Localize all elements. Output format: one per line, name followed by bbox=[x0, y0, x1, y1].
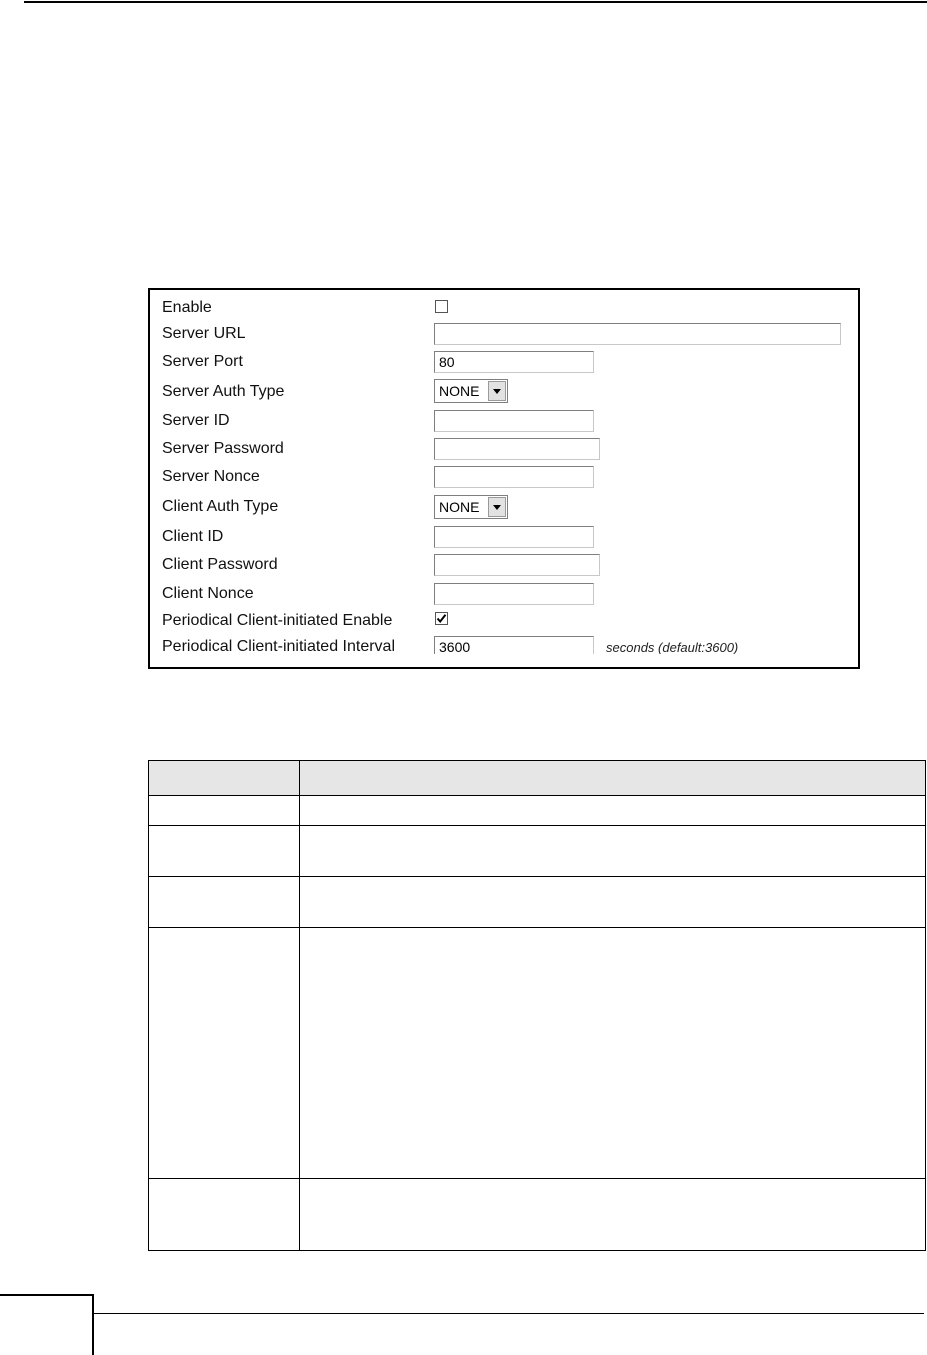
table-cell bbox=[300, 877, 926, 928]
client-auth-type-value: NONE bbox=[439, 499, 480, 515]
interval-row-clip bbox=[150, 290, 858, 654]
enable-label: Enable bbox=[162, 299, 212, 316]
table-row bbox=[149, 826, 926, 877]
table-row bbox=[149, 1179, 926, 1251]
table-cell bbox=[149, 796, 300, 826]
table-cell bbox=[149, 877, 300, 928]
server-id-label: Server ID bbox=[162, 412, 230, 429]
tr069-settings-screen bbox=[148, 288, 860, 669]
page-number-box bbox=[0, 1294, 94, 1355]
table-row bbox=[149, 796, 926, 826]
client-auth-type-label: Client Auth Type bbox=[162, 498, 279, 515]
table-cell bbox=[300, 1179, 926, 1251]
table-header-cell bbox=[300, 761, 926, 796]
server-nonce-label: Server Nonce bbox=[162, 468, 260, 485]
table-row bbox=[149, 928, 926, 1179]
periodical-interval-label: Periodical Client-initiated Interval bbox=[162, 638, 395, 654]
interval-default-note: seconds (default:3600) bbox=[606, 640, 739, 654]
server-port-label: Server Port bbox=[162, 353, 243, 370]
table-cell bbox=[300, 826, 926, 877]
table-cell bbox=[149, 826, 300, 877]
table-cell bbox=[300, 796, 926, 826]
server-password-label: Server Password bbox=[162, 440, 284, 457]
table-header-cell bbox=[149, 761, 300, 796]
footer-rule bbox=[94, 1313, 924, 1314]
server-auth-type-value: NONE bbox=[439, 383, 480, 399]
server-port-input[interactable]: 80 bbox=[434, 351, 594, 373]
table-cell bbox=[300, 928, 926, 1179]
periodical-enable-label: Periodical Client-initiated Enable bbox=[162, 612, 393, 629]
table-cell bbox=[149, 928, 300, 1179]
client-id-label: Client ID bbox=[162, 528, 224, 545]
client-nonce-label: Client Nonce bbox=[162, 585, 254, 602]
table-header-row bbox=[149, 761, 926, 796]
server-auth-type-label: Server Auth Type bbox=[162, 383, 285, 400]
server-url-label: Server URL bbox=[162, 325, 246, 342]
table-cell bbox=[149, 1179, 300, 1251]
field-description-table bbox=[148, 760, 926, 1251]
table-row bbox=[149, 877, 926, 928]
page-top-rule bbox=[24, 1, 927, 3]
periodical-interval-input[interactable]: 3600 bbox=[434, 636, 594, 654]
client-password-label: Client Password bbox=[162, 556, 278, 573]
